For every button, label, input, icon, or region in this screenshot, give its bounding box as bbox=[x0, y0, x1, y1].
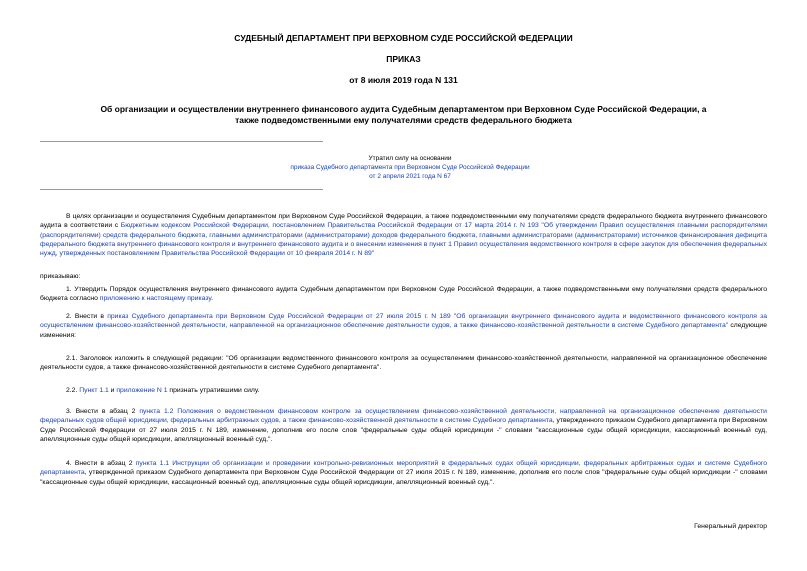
doc-type-heading: ПРИКАЗ bbox=[386, 54, 421, 64]
status-note-link[interactable]: приказа Судебного департамента при Верховном Суде Российской Федерации bbox=[290, 164, 530, 171]
preamble-text: В целях организации и осуществления Судебным департаментом при Верховном Суде Российской Федерации, а также подведомственными ему получателями средств федерального бюджета внутреннего финансового аудита в соответствии с bbox=[40, 213, 767, 230]
item-2-2-text: 2.2. bbox=[66, 387, 80, 394]
paragraph-item-4 bbox=[40, 459, 767, 487]
paragraph-item-2 bbox=[40, 312, 767, 340]
signature-title: Генеральный директор bbox=[694, 523, 767, 530]
item-4-end: , утвержденной приказом Судебного департамента при Верховном Суде Российской Федерации от 27 июля 2015 г. N 189, изменение, дополнив его после слов "федеральные суды общей юрисдикции -" словами "кассационные суды общей юрисдикции, кассационный военный суд, апелляционные суды общей юрисдикции, апелляционный военный суд,". bbox=[40, 469, 767, 486]
item-2-link[interactable]: приказ Судебного департамента при Верховном Суде Российской Федерации от 27 июля 2015 г. N 189 "Об организации внутреннего финансового аудита и ведомственного финансового контроля за осуществлением финансово-хозяйственной деятельности, направленной на организационное обеспечение деятельности судов, а также финансово-хозяйственной деятельности в системе Судебного департамента" bbox=[40, 313, 767, 330]
item-1-end: . bbox=[211, 295, 213, 303]
item-4-text: 4. Внести в абзац 2 bbox=[66, 460, 136, 467]
status-note-line1: Утратил силу на основании bbox=[368, 155, 452, 162]
item-3-text: 3. Внести в абзац 2 bbox=[66, 408, 140, 415]
paragraph-item-3 bbox=[40, 407, 767, 444]
item-3-end: , утвержденного приказом Судебного департамента при Верховном Суде Российской Федерации от 27 июля 2015 г. N 189, изменение, дополнив его после слов "федеральные суды общей юрисдикции -" словами "кассационные суды общей юрисдикции, кассационный военный суд, апелляционные суды общей юрисдикции, апелляционный военный суд,". bbox=[40, 417, 767, 443]
paragraph-order: приказываю: bbox=[40, 273, 81, 280]
paragraph-item-1 bbox=[40, 285, 767, 304]
separator-top bbox=[40, 141, 323, 142]
item-2-2-link-2[interactable]: приложение N 1 bbox=[116, 387, 168, 394]
paragraph-item-2-2 bbox=[40, 386, 767, 395]
status-note bbox=[260, 154, 560, 181]
paragraph-item-2-1: 2.1. Заголовок изложить в следующей редакции: "Об организации ведомственного финансового контроля за осуществлением финансово-хозяйственной деятельности, направленной на организационное обеспечение деятельности судов, а также финансово-хозяйственной деятельности в системе Судебного департамента". bbox=[40, 355, 767, 372]
preamble-link[interactable]: Бюджетным кодексом Российской Федерации, постановлением Правительства Российской Федерации от 17 марта 2014 г. N 193 "Об утверждении Правил осуществления главными распорядителями (распорядителями) средств федерального бюджета, главными администраторами (администраторами) доходов федерального бюджета, главными администраторами (администраторами) источников финансирования дефицита федерального бюджета внутреннего финансового контроля и внутреннего финансового аудита и о внесении изменения в пункт 1 Правил осуществления ведомственного контроля в сфере закупок для обеспечения федеральных нужд, утвержденных постановлением Правительства Российской Федерации от 10 февраля 2014 г. N 89" bbox=[40, 222, 767, 258]
item-2-2-end: признать утратившими силу. bbox=[167, 387, 260, 394]
item-1-text: 1. Утвердить Порядок осуществления внутреннего финансового аудита Судебным департаментом при Верховном Суде Российской Федерации, а также подведомственными ему получателями средств федерального бюджета согласно bbox=[40, 286, 767, 303]
document-title: Об организации и осуществлении внутреннего финансового аудита Судебным департаментом при Верховном Суде Российской Федерации, а также подведомственными ему получателями средств федерального бюджета bbox=[100, 104, 707, 125]
item-2-2-link-1[interactable]: Пункт 1.1 bbox=[79, 387, 109, 394]
paragraph-preamble bbox=[40, 212, 767, 258]
separator-bottom bbox=[40, 189, 323, 190]
status-note-date[interactable]: от 2 апреля 2021 года N 67 bbox=[369, 173, 451, 180]
item-1-link[interactable]: приложению к настоящему приказу bbox=[99, 295, 212, 303]
org-heading: СУДЕБНЫЙ ДЕПАРТАМЕНТ ПРИ ВЕРХОВНОМ СУДЕ РОССИЙСКОЙ ФЕДЕРАЦИИ bbox=[234, 33, 573, 43]
item-3-link[interactable]: пункта 1.2 Положения о ведомственном финансовом контроле за осуществлением финансово-хозяйственной деятельности, направленной на организационное обеспечение деятельности федеральных судов общей юрисдикции, федеральных арбитражных судов, а также финансово-хозяйственной деятельности в системе Судебного департамента bbox=[40, 408, 767, 425]
item-2-2-and: и bbox=[108, 387, 117, 394]
item-4-link[interactable]: пункта 1.1 Инструкции об организации и проведении контрольно-ревизионных мероприятий в федеральных судах общей юрисдикции, федеральных арбитражных судах и системе Судебного департамента bbox=[40, 460, 767, 477]
date-number-heading: от 8 июля 2019 года N 131 bbox=[349, 75, 458, 85]
item-2-end: следующие изменения: bbox=[40, 322, 768, 339]
item-2-text: 2. Внести в bbox=[66, 313, 108, 320]
